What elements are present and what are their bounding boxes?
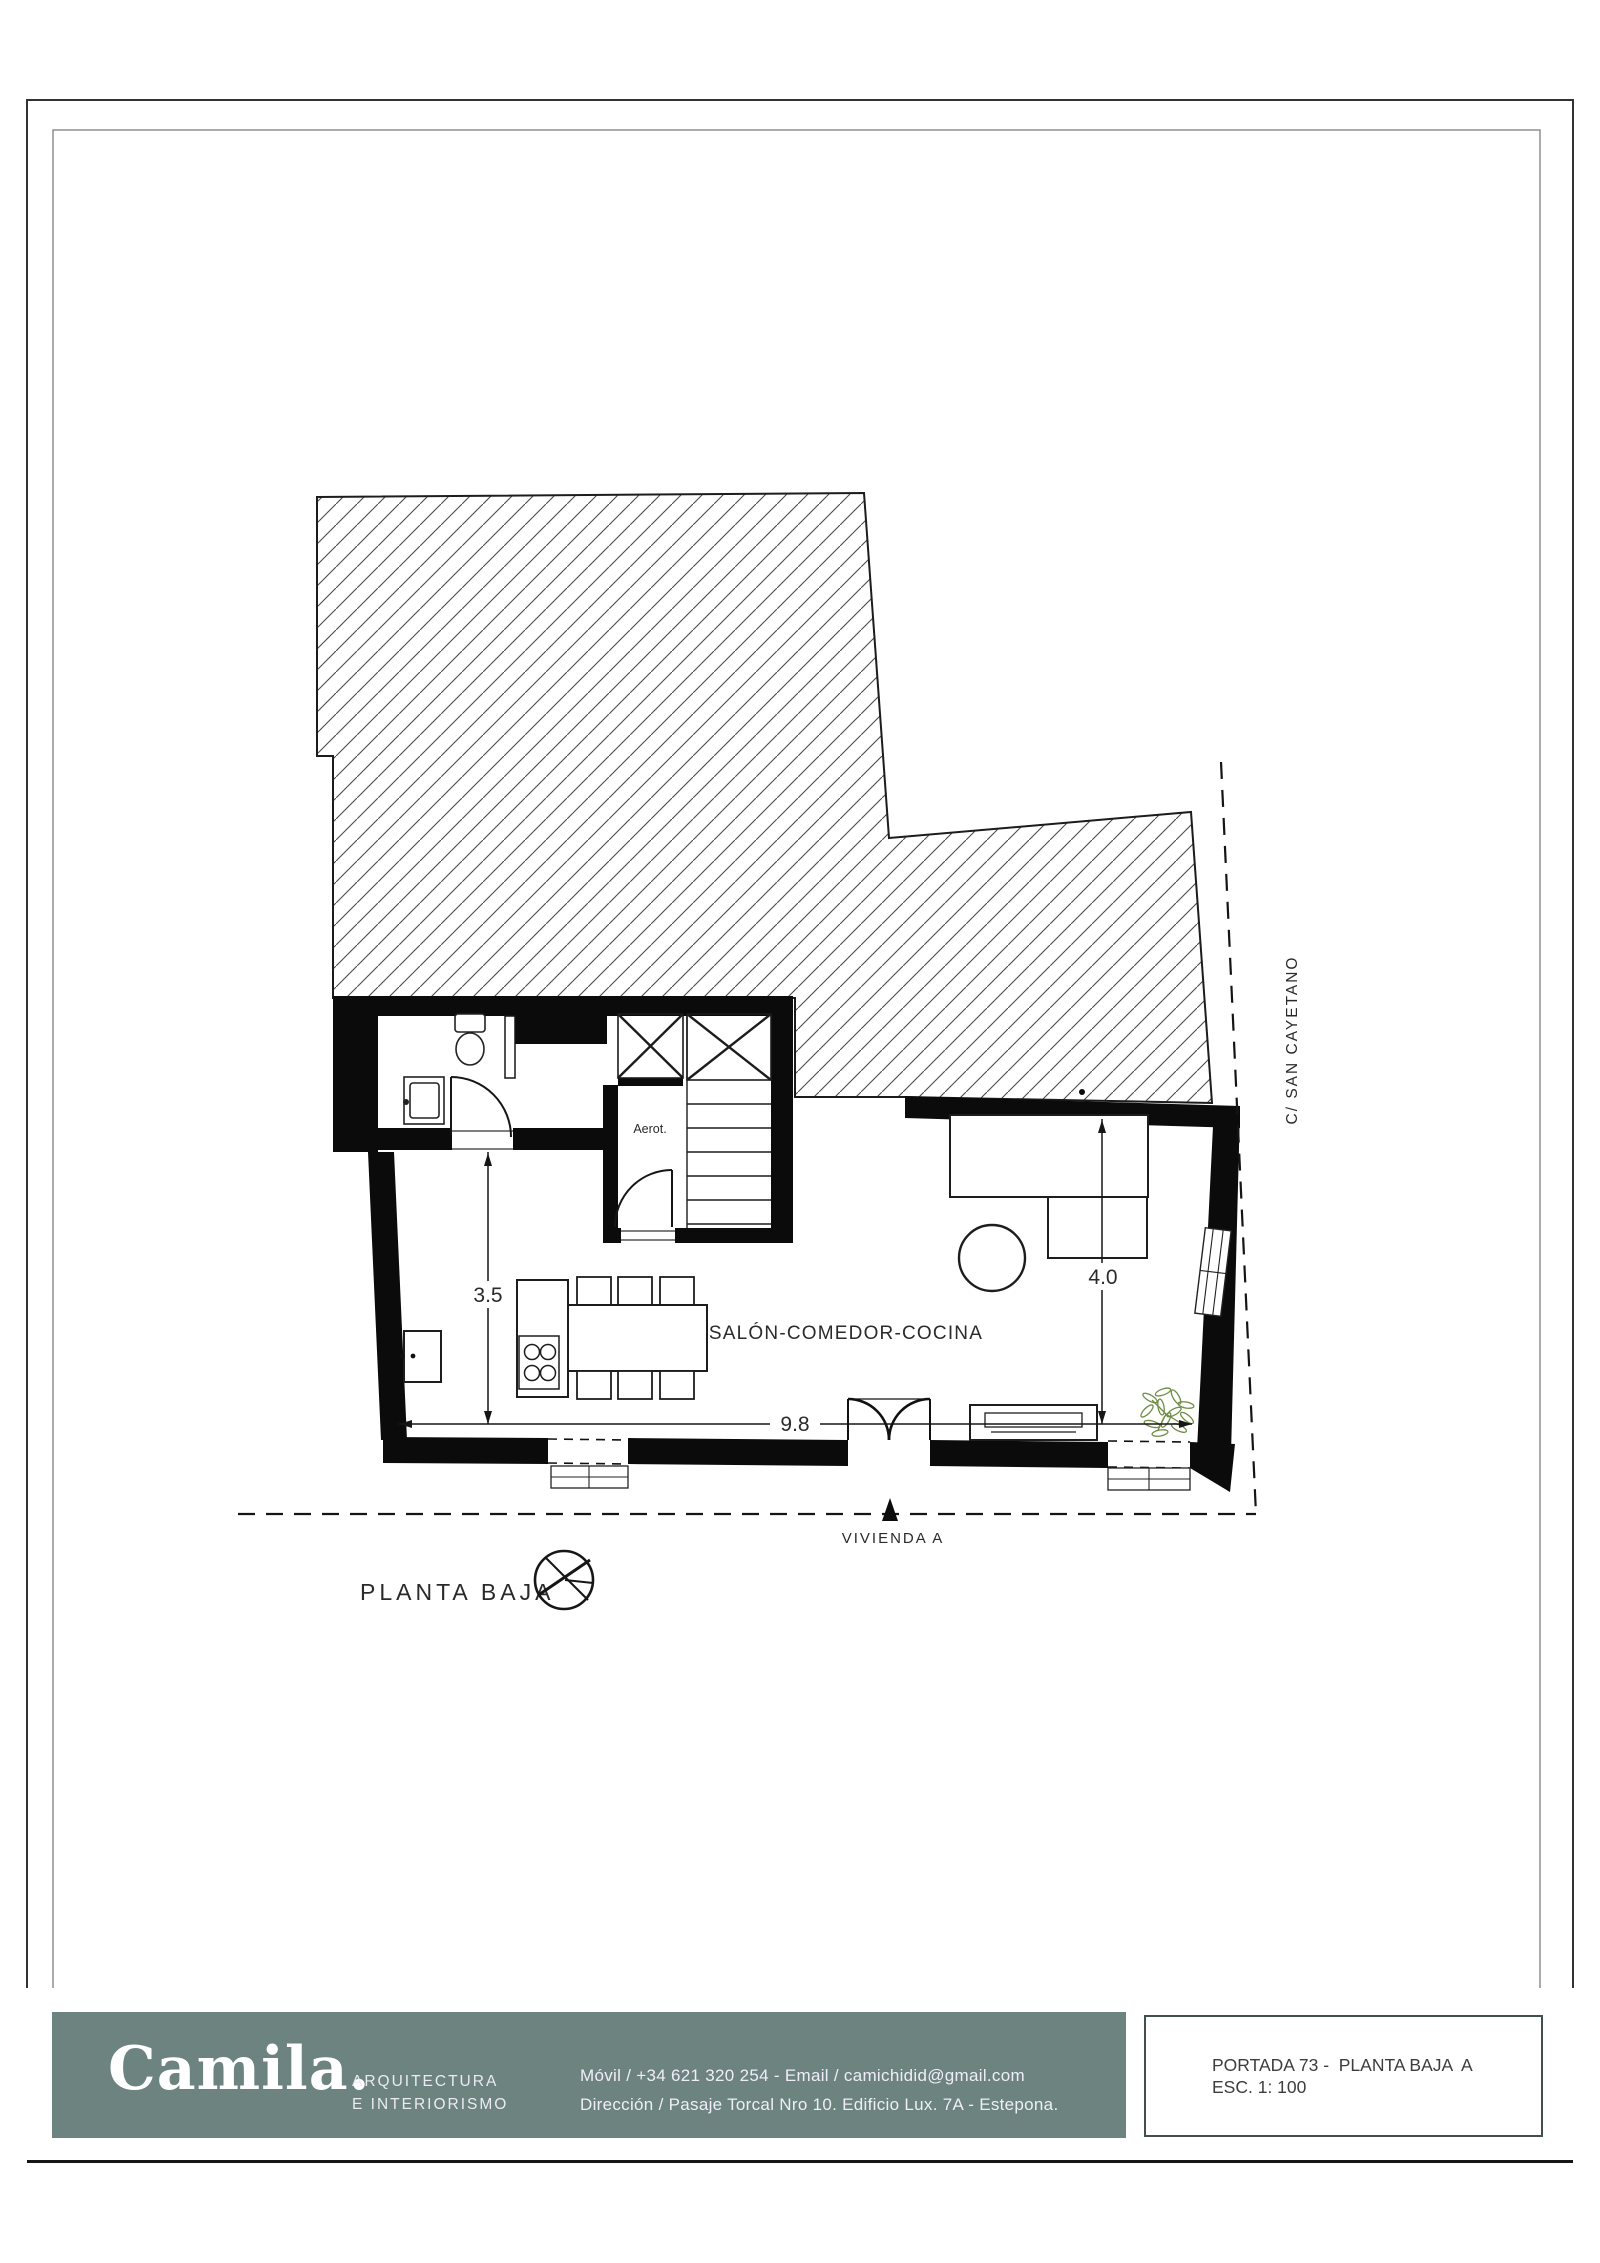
contact-line2: Dirección / Pasaje Torcal Nro 10. Edificio Lux. 7A - Estepona. — [580, 2095, 1059, 2114]
title-block-line2: ESC. 1: 100 — [1212, 2077, 1307, 2097]
closet-label: Aerot. — [633, 1122, 667, 1136]
toilet — [455, 1014, 485, 1065]
tagline-line1: ARQUITECTURA — [352, 2073, 499, 2090]
dim-left: 3.5 — [473, 1284, 503, 1307]
closet-door — [615, 1170, 672, 1227]
window-left — [548, 1439, 628, 1488]
partition-jamb — [505, 1016, 515, 1078]
dim-right: 4.0 — [1088, 1266, 1118, 1289]
brand-tagline — [352, 2070, 508, 2116]
tagline-line2: E INTERIORISMO — [352, 2096, 509, 2113]
contact-line1: Móvil / +34 621 320 254 - Email / camichidid@gmail.com — [580, 2066, 1025, 2085]
dim-width: 9.8 — [780, 1413, 810, 1436]
bathroom-door — [451, 1077, 511, 1137]
street-label: C/ SAN CAYETANO — [1284, 955, 1301, 1125]
fridge-cabinet — [400, 1331, 441, 1382]
staircase — [618, 1014, 771, 1228]
plant — [1139, 1386, 1195, 1437]
entry-double-door — [848, 1399, 930, 1440]
brand-logo: Camila. — [108, 2034, 371, 2104]
room-label: SALÓN-COMEDOR-COCINA — [708, 1323, 984, 1344]
kitchen-island — [517, 1280, 568, 1397]
window-right — [1108, 1441, 1190, 1490]
floor-title: PLANTA BAJA — [360, 1579, 555, 1605]
sink — [404, 1077, 444, 1124]
contact-info — [580, 2061, 1058, 2119]
footer-rule — [27, 2160, 1573, 2163]
entry-marker — [882, 1498, 898, 1521]
dining-set — [568, 1277, 707, 1399]
title-block — [1144, 2015, 1543, 2137]
title-block-line1: PORTADA 73 - PLANTA BAJA A — [1212, 2055, 1473, 2075]
vivienda-label: VIVIENDA A — [841, 1530, 945, 1547]
round-table — [959, 1225, 1025, 1291]
tv-console — [970, 1405, 1097, 1440]
